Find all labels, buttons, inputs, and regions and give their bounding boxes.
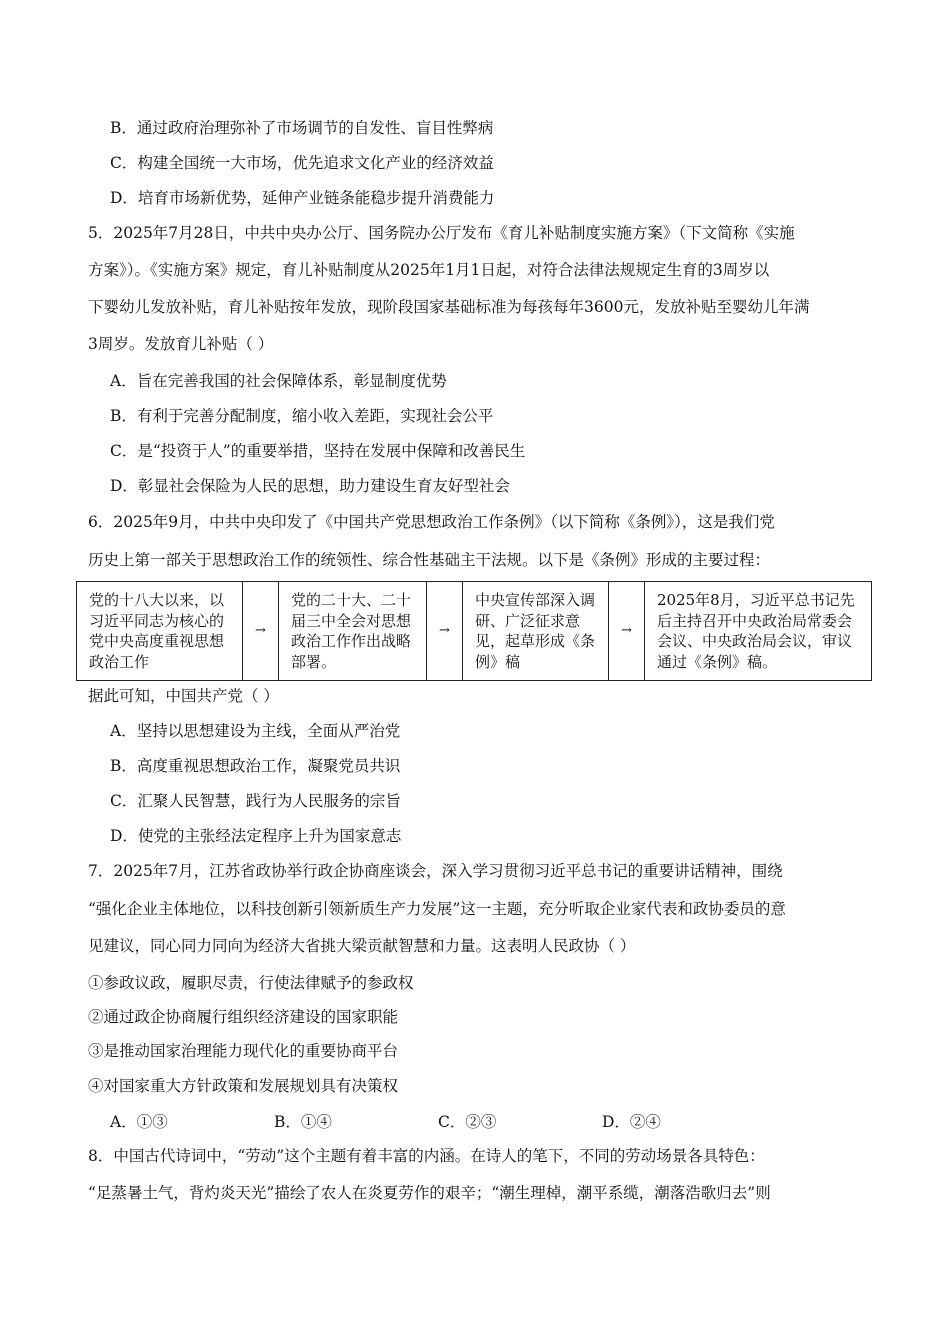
q5-option-d: D．彰显社会保险为人民的思想，助力建设生育友好型社会 (110, 477, 510, 495)
flow-arrow: → (427, 582, 463, 680)
process-flow-table (76, 581, 872, 681)
q7-choice-d: D．②④ (602, 1113, 661, 1131)
q6-stem-line: 历史上第一部关于思想政治工作的统领性、综合性基础主干法规。以下是《条例》形成的主要过程： (88, 551, 771, 569)
q7-choices (110, 1110, 766, 1132)
q8-stem-line: “足蒸暑土气，背灼炎天光”描绘了农人在炎夏劳作的艰辛；“潮生理棹，潮平系缆，潮落浩歌归去”则 (88, 1184, 771, 1202)
flow-step-3: 中央宣传部深入调研、广泛征求意见，起草形成《条例》稿 (463, 582, 609, 680)
q7-stem-line: 见建议，同心同力同向为经济大省挑大梁贡献智慧和力量。这表明人民政协（ ） (88, 937, 636, 955)
q6-option-b: B．高度重视思想政治工作，凝聚党员共识 (110, 757, 401, 775)
q5-option-a: A．旨在完善我国的社会保障体系，彰显制度优势 (110, 372, 447, 390)
q7-stem-line: “强化企业主体地位，以科技创新引领新质生产力发展”这一主题，充分听取企业家代表和政协委员的意 (88, 900, 786, 918)
q4-option-b: B．通过政府治理弥补了市场调节的自发性、盲目性弊病 (110, 119, 494, 137)
q4-option-d: D．培育市场新优势，延伸产业链条能稳步提升消费能力 (110, 189, 495, 207)
flow-step-1: 党的十八大以来，以习近平同志为核心的党中央高度重视思想政治工作 (77, 582, 243, 680)
q6-stem-line: 6．2025年9月，中共中央印发了《中国共产党思想政治工作条例》（以下简称《条例》），这是我们党 (88, 513, 775, 531)
q6-option-d: D．使党的主张经法定程序上升为国家意志 (110, 827, 402, 845)
flow-step-4: 2025年8月，习近平总书记先后主持召开中央政治局常委会会议、中央政治局会议，审议通过《条例》稿。 (657, 591, 855, 671)
q5-stem-line: 3周岁。发放育儿补贴（ ） (88, 335, 274, 353)
flow-step-2: 党的二十大、二十届三中全会对思想政治工作作出战略部署。 (279, 582, 427, 680)
flow-arrow: → (243, 582, 279, 680)
q5-option-b: B．有利于完善分配制度，缩小收入差距，实现社会公平 (110, 407, 494, 425)
q5-stem-line: 下婴幼儿发放补贴，育儿补贴按年发放，现阶段国家基础标准为每孩每年3600元，发放补贴至婴幼儿年满 (88, 298, 810, 316)
q7-statement: ②通过政企协商履行组织经济建设的国家职能 (88, 1008, 399, 1026)
q7-choice-a: A．①③ (110, 1113, 168, 1131)
q8-stem-line: 8．中国古代诗词中，“劳动”这个主题有着丰富的内涵。在诗人的笔下，不同的劳动场景各具特色： (88, 1147, 765, 1165)
q6-after-text: 据此可知，中国共产党（ ） (88, 687, 279, 705)
q7-choice-b: B．①④ (274, 1113, 332, 1131)
q6-option-c: C．汇聚人民智慧，践行为人民服务的宗旨 (110, 792, 401, 810)
q7-stem-line: 7．2025年7月，江苏省政协举行政企协商座谈会，深入学习贯彻习近平总书记的重要讲话精神，围绕 (88, 862, 783, 880)
q4-option-c: C．构建全国统一大市场，优先追求文化产业的经济效益 (110, 154, 494, 172)
q7-choice-c: C．②③ (438, 1113, 497, 1131)
q5-option-c: C．是“投资于人”的重要举措，坚持在发展中保障和改善民生 (110, 442, 526, 460)
q5-stem-line: 5．2025年7月28日，中共中央办公厅、国务院办公厅发布《育儿补贴制度实施方案》（下文简称《实施 (88, 224, 795, 242)
q7-statement: ①参政议政，履职尽责，行使法律赋予的参政权 (88, 974, 414, 992)
q6-option-a: A．坚持以思想建设为主线，全面从严治党 (110, 722, 401, 740)
q7-statement: ④对国家重大方针政策和发展规划具有决策权 (88, 1077, 399, 1095)
q7-statement: ③是推动国家治理能力现代化的重要协商平台 (88, 1042, 399, 1060)
q5-stem-line: 方案》）。《实施方案》规定，育儿补贴制度从2025年1月1日起，对符合法律法规规定生育的3周岁以 (88, 261, 770, 279)
flow-arrow: → (609, 582, 645, 680)
